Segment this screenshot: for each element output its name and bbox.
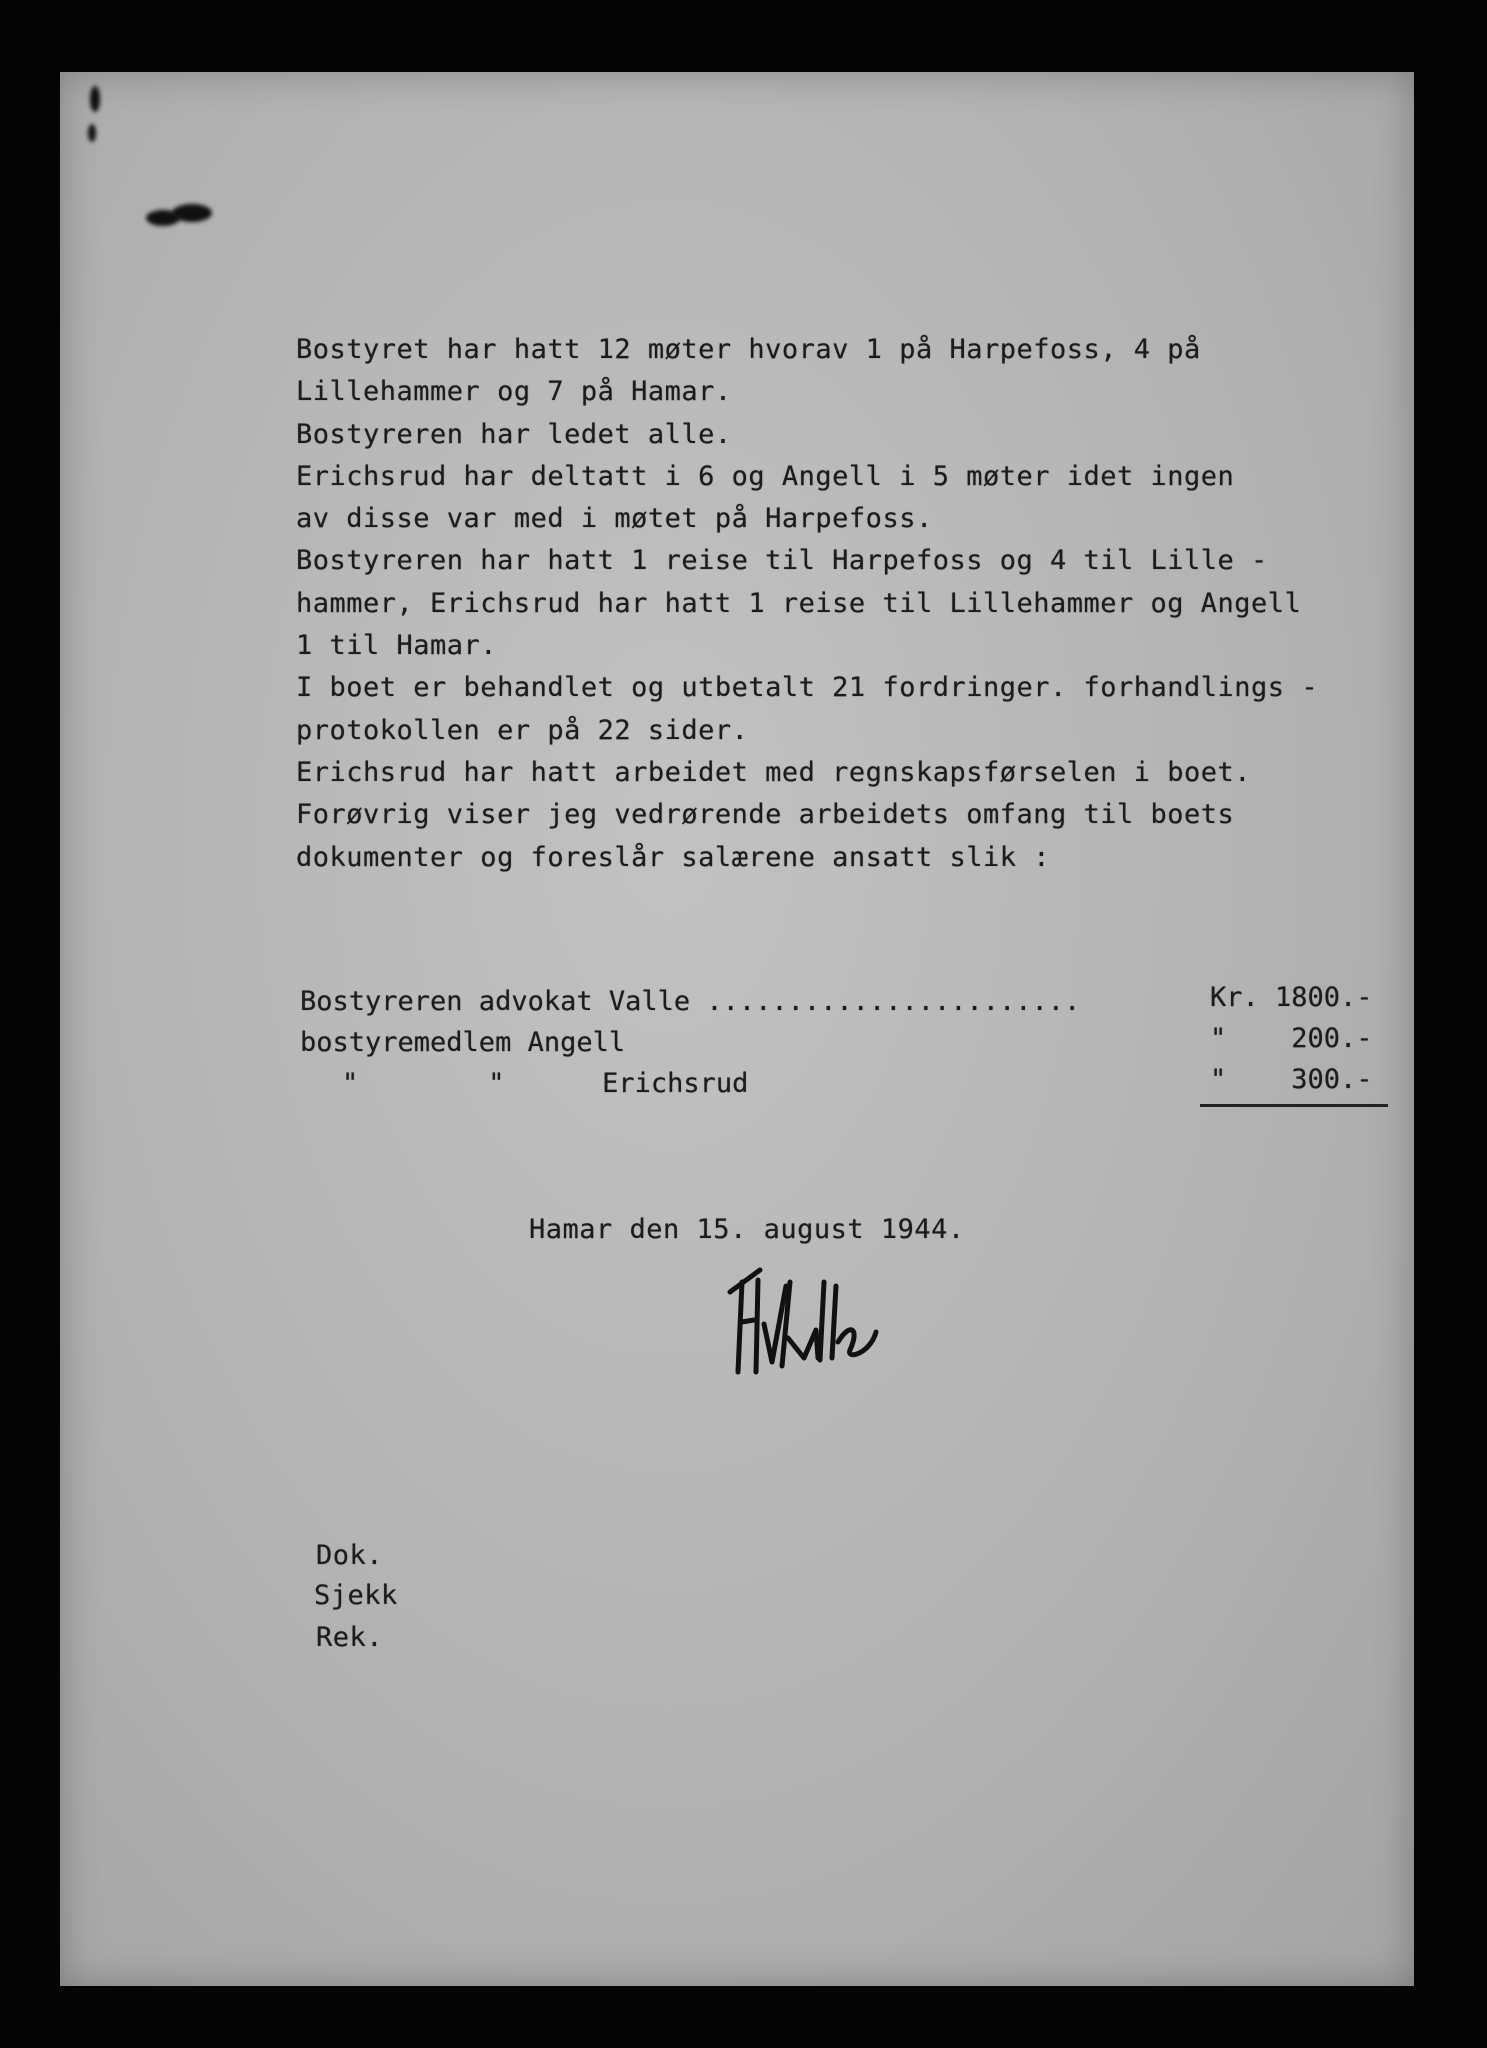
body-line: av disse var med i møtet på Harpefoss. (296, 503, 933, 535)
body-line: hammer, Erichsrud har hatt 1 reise til Lillehammer og Angell (296, 587, 1302, 619)
body-line: Erichsrud har hatt arbeidet med regnskapsførselen i boet. (296, 756, 1252, 788)
body-line: Erichsrud har deltatt i 6 og Angell i 5 møter idet ingen (296, 460, 1235, 492)
fee-name: " " Erichsrud (342, 1068, 749, 1099)
body-line: 1 til Hamar. (296, 630, 498, 662)
fee-name: Bostyreren advokat Valle ....................... (300, 986, 1081, 1017)
body-line: Bostyreren har hatt 1 reise til Harpefoss og 4 til Lille - (296, 545, 1268, 577)
place-date: Hamar den 15. august 1944. (529, 1214, 965, 1245)
body-line: Lillehammer og 7 på Hamar. (296, 376, 732, 408)
footer-note: Sjekk (314, 1580, 398, 1611)
fee-amount: " 300.- (1210, 1064, 1373, 1095)
document-page (60, 72, 1414, 1986)
fee-amount: " 200.- (1210, 1023, 1373, 1054)
ink-smudge (88, 124, 96, 142)
body-line: protokollen er på 22 sider. (296, 714, 749, 746)
ink-smudge (172, 204, 212, 222)
body-line: Bostyreren har ledet alle. (296, 418, 732, 450)
body-line: I boet er behandlet og utbetalt 21 fordringer. forhandlings - (296, 672, 1319, 704)
handwritten-signature (720, 1262, 900, 1382)
fee-amount: Kr. 1800.- (1210, 982, 1373, 1013)
body-line: Forøvrig viser jeg vedrørende arbeidets omfang til boets (296, 799, 1235, 831)
footer-note: Rek. (316, 1622, 384, 1653)
footer-note: Dok. (316, 1540, 384, 1571)
body-line: dokumenter og foreslår salærene ansatt slik : (296, 841, 1050, 873)
fee-name: bostyremedlem Angell (300, 1027, 626, 1058)
ink-smudge (90, 86, 100, 112)
letter-body (296, 329, 1318, 879)
body-line: Bostyret har hatt 12 møter hvorav 1 på Harpefoss, 4 på (296, 334, 1201, 365)
total-underline (1200, 1104, 1388, 1107)
